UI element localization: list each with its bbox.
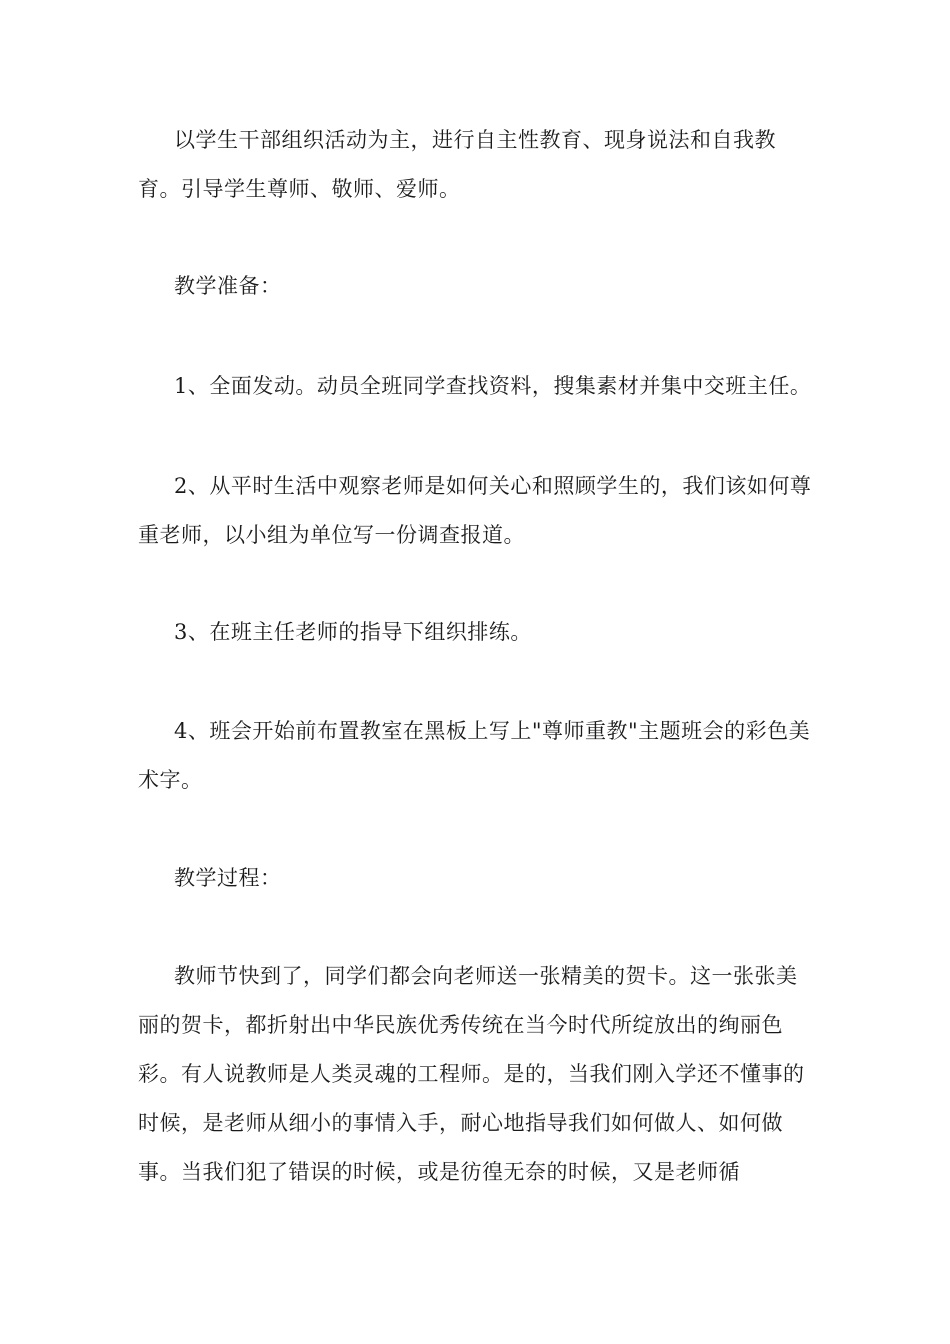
preparation-item-4: 4、班会开始前布置教室在黑板上写上"尊师重教"主题班会的彩色美术字。 (138, 719, 811, 792)
section-heading-preparation: 教学准备： (174, 274, 282, 298)
preparation-item-3: 3、在班主任老师的指导下组织排练。 (174, 620, 532, 644)
intro-paragraph: 以学生干部组织活动为主，进行自主性教育、现身说法和自我教育。引导学生尊师、敬师、爱师。 (138, 128, 776, 201)
process-paragraph: 教师节快到了，同学们都会向老师送一张精美的贺卡。这一张张美丽的贺卡，都折射出中华民族优秀传统在当今时代所绽放出的绚丽色彩。有人说教师是人类灵魂的工程师。是的，当我们刚入学还不懂事的时候，是老师从细小的事情入手，耐心地指导我们如何做人、如何做事。当我们犯了错误的时候，或是彷徨无奈的时候，又是老师循 (138, 964, 805, 1184)
preparation-item-1: 1、全面发动。动员全班同学查找资料，搜集素材并集中交班主任。 (174, 374, 812, 398)
preparation-item-2: 2、从平时生活中观察老师是如何关心和照顾学生的，我们该如何尊重老师，以小组为单位写一份调查报道。 (138, 474, 812, 547)
section-heading-process: 教学过程： (174, 866, 282, 890)
